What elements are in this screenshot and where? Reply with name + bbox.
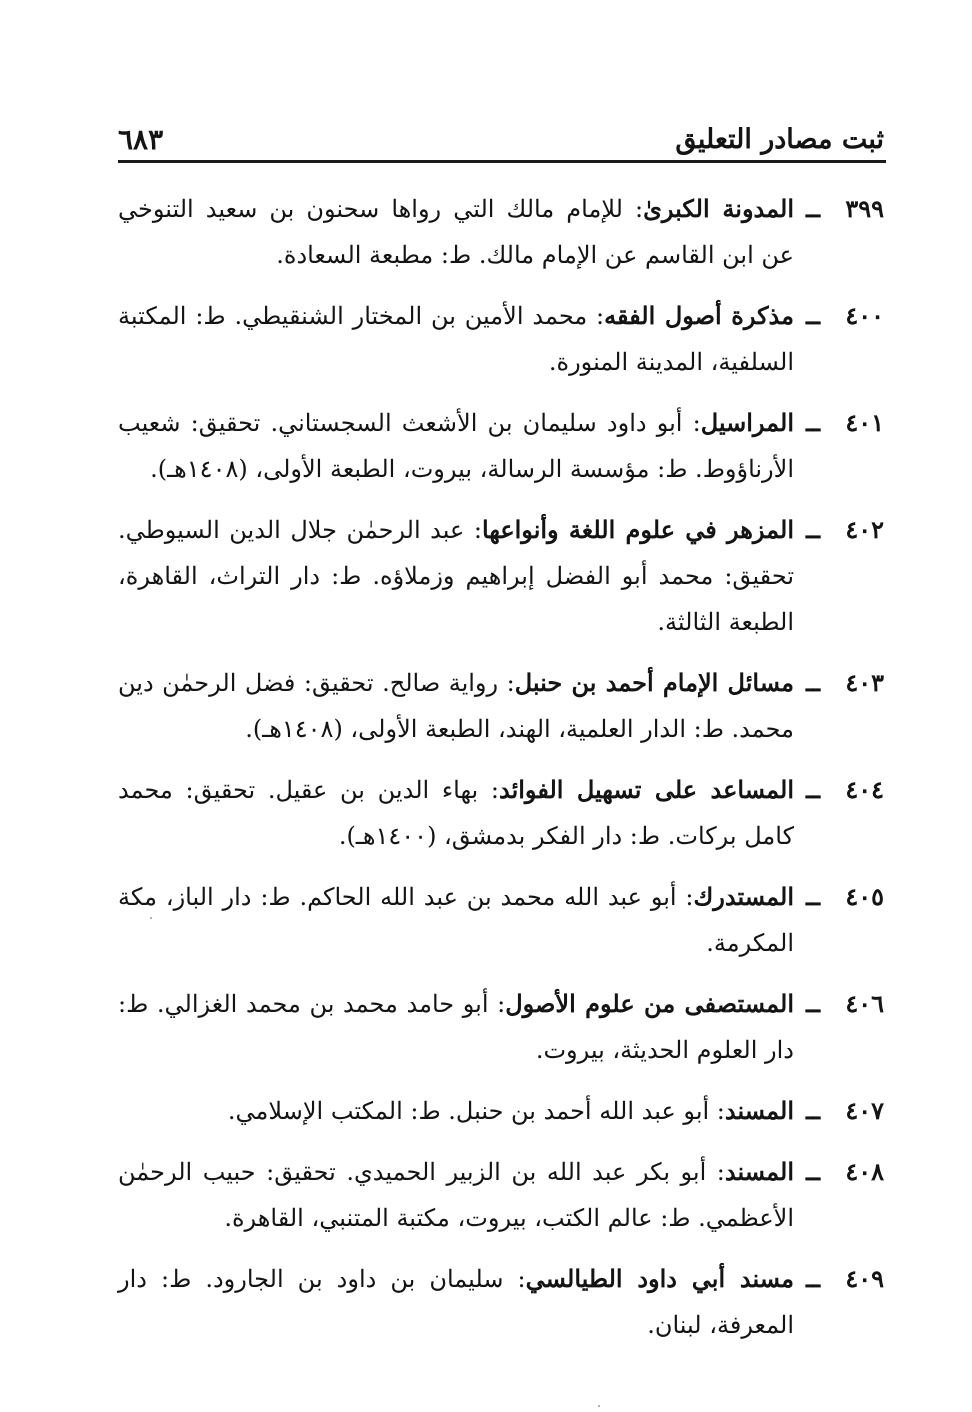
entry-dash: ــ (805, 1264, 821, 1293)
entry-dash: ــ (805, 882, 821, 911)
entry-text (118, 186, 794, 278)
scan-speck (150, 917, 152, 919)
entry-title: المستدرك (693, 882, 794, 911)
entry-text (118, 767, 794, 859)
entry-details: : أبو بكر عبد الله بن الزبير الحميدي. تحقيق: حبيب الرحمٰن الأعظمي. ط: عالم الكتب، بيروت، مكتبة المتنبي، القاهرة. (118, 1158, 794, 1232)
entry-text (118, 981, 794, 1073)
entry-text (118, 660, 794, 752)
entry-text (118, 874, 794, 966)
entry-details: : أبو داود سليمان بن الأشعث السجستاني. تحقيق: شعيب الأرناؤوط. ط: مؤسسة الرسالة، بيروت، الطبعة الأولى، (١٤٠٨هـ). (118, 409, 794, 483)
entry-number: ٣٩٩ (845, 194, 884, 223)
header-rule (118, 160, 886, 163)
entry-title: المدونة الكبرىٰ (643, 194, 794, 223)
entry-details: : أبو عبد الله أحمد بن حنبل. ط: المكتب الإسلامي. (227, 1097, 725, 1125)
entry-dash: ــ (805, 775, 821, 804)
entry-text (118, 400, 794, 492)
entry-dash: ــ (805, 515, 821, 544)
bibliography-list (118, 186, 884, 1363)
entry-dash: ــ (805, 301, 821, 330)
entry-details: : أبو حامد محمد بن محمد الغزالي. ط: دار العلوم الحديثة، بيروت. (118, 990, 794, 1064)
bibliography-entry (118, 293, 884, 385)
entry-number: ٤٠٢ (845, 515, 884, 544)
page-number: ٦٨٣ (118, 123, 164, 156)
entry-details: : عبد الرحمٰن جلال الدين السيوطي. تحقيق: محمد أبو الفضل إبراهيم وزملاؤه. ط: دار التراث، القاهرة، الطبعة الثالثة. (118, 516, 794, 636)
bibliography-entry (118, 1256, 884, 1348)
entry-title: المراسيل (700, 408, 794, 437)
entry-number: ٤٠٦ (845, 989, 884, 1018)
entry-title: المساعد على تسهيل الفوائد (498, 775, 794, 804)
bibliography-entry (118, 1149, 884, 1241)
entry-dash: ــ (805, 194, 821, 223)
entry-details: : محمد الأمين بن المختار الشنقيطي. ط: المكتبة السلفية، المدينة المنورة. (118, 302, 794, 376)
entry-number: ٤٠٥ (845, 882, 884, 911)
page-header (118, 112, 884, 158)
bibliography-entry (118, 767, 884, 859)
entry-title: مسند أبي داود الطيالسي (525, 1264, 795, 1293)
bibliography-entry (118, 660, 884, 752)
bibliography-entry (118, 507, 884, 645)
bibliography-entry (118, 1088, 884, 1134)
entry-number: ٤٠٧ (845, 1096, 884, 1125)
entry-title: المسند (724, 1096, 794, 1125)
entry-number: ٤٠٩ (845, 1264, 884, 1293)
entry-details: : بهاء الدين بن عقيل. تحقيق: محمد كامل بركات. ط: دار الفكر بدمشق، (١٤٠٠هـ). (118, 776, 794, 850)
entry-dash: ــ (805, 668, 821, 697)
scan-speck (598, 1405, 600, 1407)
entry-details: : للإمام مالك التي رواها سحنون بن سعيد التنوخي عن ابن القاسم عن الإمام مالك. ط: مطبعة السعادة. (118, 195, 794, 269)
entry-dash: ــ (805, 1096, 821, 1125)
running-title: ثبت مصادر التعليق (675, 124, 884, 155)
entry-number: ٤٠٣ (845, 668, 884, 697)
entry-title: المزهر في علوم اللغة وأنواعها (481, 515, 794, 544)
entry-number: ٤٠٤ (845, 775, 884, 804)
bibliography-entry (118, 186, 884, 278)
entry-details: : رواية صالح. تحقيق: فضل الرحمٰن دين محمد. ط: الدار العلمية، الهند، الطبعة الأولى، (١٤٠٨هـ). (118, 669, 794, 743)
entry-text (118, 1088, 794, 1134)
entry-number: ٤٠٨ (845, 1157, 884, 1186)
entry-title: مسائل الإمام أحمد بن حنبل (514, 668, 794, 697)
entry-details: : سليمان بن داود بن الجارود. ط: دار المعرفة، لبنان. (118, 1265, 794, 1339)
bibliography-entry (118, 981, 884, 1073)
entry-dash: ــ (805, 408, 821, 437)
entry-title: مذكرة أصول الفقه (604, 301, 794, 330)
entry-text (118, 1256, 794, 1348)
entry-title: المسند (724, 1157, 794, 1186)
entry-details: : أبو عبد الله محمد بن عبد الله الحاكم. ط: دار الباز، مكة المكرمة. (118, 883, 794, 957)
entry-dash: ــ (805, 989, 821, 1018)
entry-text (118, 507, 794, 645)
entry-number: ٤٠٠ (845, 301, 884, 330)
bibliography-entry (118, 874, 884, 966)
entry-dash: ــ (805, 1157, 821, 1186)
entry-text (118, 293, 794, 385)
bibliography-entry (118, 400, 884, 492)
entry-number: ٤٠١ (845, 408, 884, 437)
entry-title: المستصفى من علوم الأصول (505, 989, 795, 1018)
entry-text (118, 1149, 794, 1241)
